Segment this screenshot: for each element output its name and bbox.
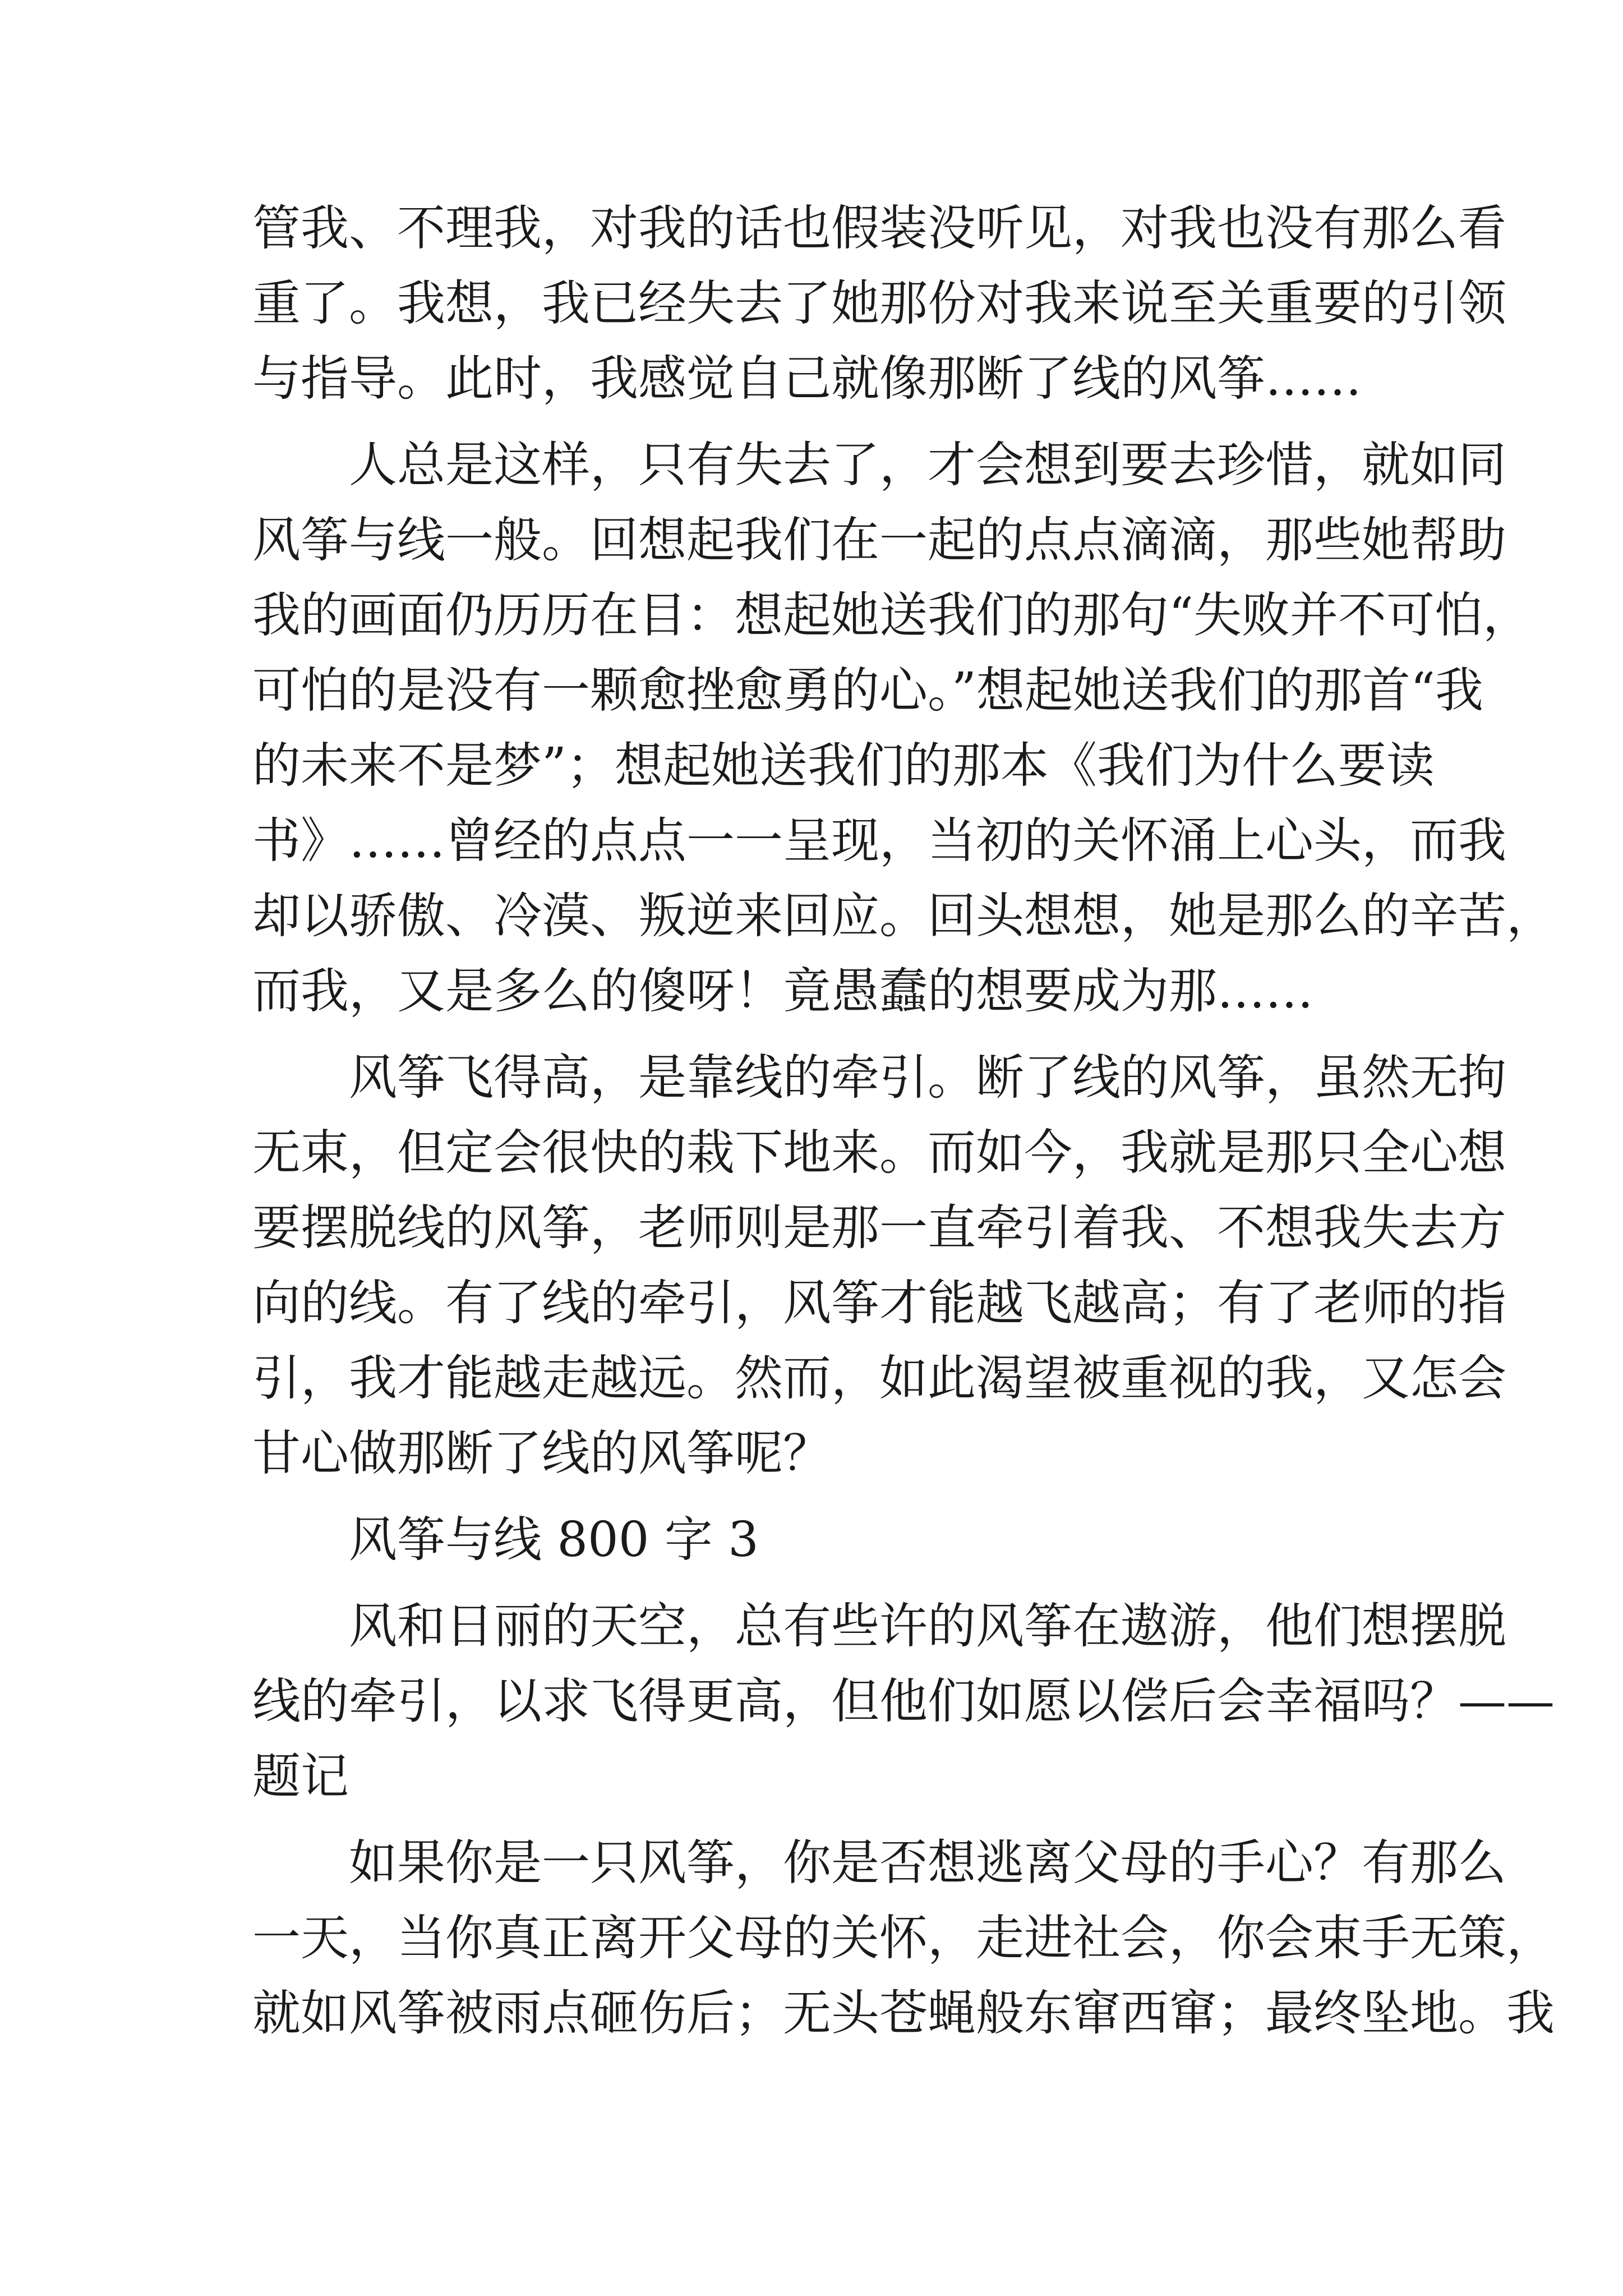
text-line: 可怕的是没有一颗愈挫愈勇的心。”想起她送我们的那首“我: [252, 662, 1483, 719]
document-body: [252, 191, 1555, 2051]
text-line: 却以骄傲、冷漠、叛逆来回应。回头想想，她是那么的辛苦，: [252, 888, 1555, 944]
text-line: 一天，当你真正离开父母的关怀，走进社会，你会束手无策，: [252, 1910, 1555, 1966]
text-line: 线的牵引，以求飞得更高，但他们如愿以偿后会幸福吗？——: [252, 1673, 1555, 1729]
text-line: 向的线。有了线的牵引，风筝才能越飞越高；有了老师的指: [252, 1275, 1506, 1331]
text-line: 甘心做那断了线的风筝呢？: [252, 1425, 831, 1481]
text-line: 人总是这样，只有失去了，才会想到要去珍惜，就如同: [349, 437, 1506, 493]
text-line: 要摆脱线的风筝，老师则是那一直牵引着我、不想我失去方: [252, 1200, 1506, 1256]
text-line: 而我，又是多么的傻呀！竟愚蠢的想要成为那……: [252, 963, 1313, 1019]
text-line: 我的画面仍历历在目：想起她送我们的那句“失败并不可怕，: [252, 587, 1531, 643]
text-line: 管我、不理我，对我的话也假装没听见，对我也没有那么看: [252, 200, 1506, 256]
text-line: 风筝与线一般。回想起我们在一起的点点滴滴，那些她帮助: [252, 512, 1506, 568]
text-line: 与指导。此时，我感觉自己就像那断了线的风筝……: [252, 351, 1362, 407]
text-line: 引，我才能越走越远。然而，如此渴望被重视的我，又怎会: [252, 1350, 1506, 1406]
text-line: 书》……曾经的点点一一呈现，当初的关怀涌上心头，而我: [252, 813, 1506, 869]
text-line: 的未来不是梦”；想起她送我们的那本《我们为什么要读: [252, 738, 1435, 794]
text-line: 就如风筝被雨点砸伤后；无头苍蝇般东窜西窜；最终坠地。我: [252, 1985, 1555, 2041]
text-line: 无束，但定会很快的栽下地来。而如今，我就是那只全心想: [252, 1125, 1506, 1181]
text-line: 如果你是一只风筝，你是否想逃离父母的手心？有那么: [349, 1835, 1506, 1891]
text-line: 风和日丽的天空，总有些许的风筝在遨游，他们想摆脱: [349, 1598, 1506, 1654]
section-heading: 风筝与线 800 字 3: [349, 1512, 759, 1568]
text-line: 重了。我想，我已经失去了她那份对我来说至关重要的引领: [252, 275, 1506, 332]
text-line: 风筝飞得高，是靠线的牵引。断了线的风筝，虽然无拘: [349, 1050, 1506, 1106]
text-line: 题记: [252, 1749, 349, 1805]
